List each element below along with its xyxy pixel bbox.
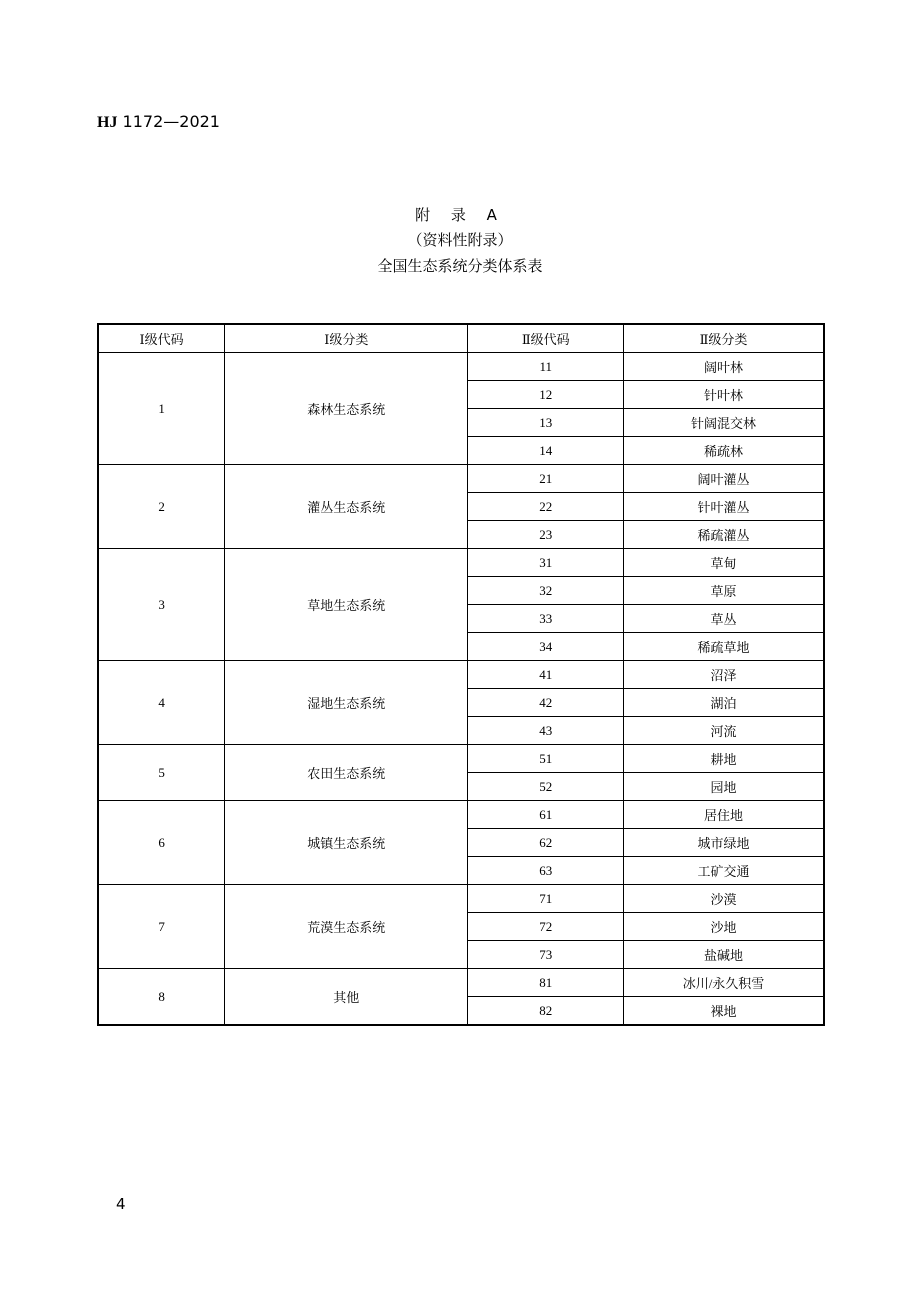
table-header-row bbox=[98, 324, 824, 353]
level2-class-cell: 针阔混交林 bbox=[624, 409, 824, 437]
level2-code-cell: 62 bbox=[468, 829, 624, 857]
level2-code-cell: 11 bbox=[468, 353, 624, 381]
table-row bbox=[98, 661, 824, 689]
document-code bbox=[97, 112, 220, 132]
ecosystem-classification-table bbox=[97, 323, 825, 1026]
level1-code-cell: 6 bbox=[98, 801, 225, 885]
level2-code-cell: 63 bbox=[468, 857, 624, 885]
level2-class-cell: 阔叶灌丛 bbox=[624, 465, 824, 493]
level2-class-cell: 沙漠 bbox=[624, 885, 824, 913]
level2-class-cell: 草原 bbox=[624, 577, 824, 605]
level2-code-cell: 41 bbox=[468, 661, 624, 689]
level1-code-cell: 2 bbox=[98, 465, 225, 549]
table-body bbox=[98, 353, 824, 1026]
table-row bbox=[98, 801, 824, 829]
appendix-type: （资料性附录） bbox=[407, 231, 513, 249]
level2-code-cell: 71 bbox=[468, 885, 624, 913]
level2-code-cell: 72 bbox=[468, 913, 624, 941]
level2-class-cell: 草丛 bbox=[624, 605, 824, 633]
level2-class-cell: 草甸 bbox=[624, 549, 824, 577]
level2-code-cell: 82 bbox=[468, 997, 624, 1026]
level1-class-cell: 湿地生态系统 bbox=[225, 661, 468, 745]
table-row bbox=[98, 549, 824, 577]
level2-class-cell: 针叶林 bbox=[624, 381, 824, 409]
level1-code-cell: 8 bbox=[98, 969, 225, 1026]
level2-class-cell: 园地 bbox=[624, 773, 824, 801]
level2-code-cell: 81 bbox=[468, 969, 624, 997]
column-header-level1-code: Ⅰ级代码 bbox=[98, 324, 225, 353]
level2-class-cell: 裸地 bbox=[624, 997, 824, 1026]
level2-code-cell: 23 bbox=[468, 521, 624, 549]
level2-class-cell: 稀疏林 bbox=[624, 437, 824, 465]
column-header-level2-code: Ⅱ级代码 bbox=[468, 324, 624, 353]
appendix-name: 全国生态系统分类体系表 bbox=[377, 257, 543, 275]
level1-class-cell: 城镇生态系统 bbox=[225, 801, 468, 885]
column-header-level2-class: Ⅱ级分类 bbox=[624, 324, 824, 353]
level2-code-cell: 73 bbox=[468, 941, 624, 969]
table-row bbox=[98, 885, 824, 913]
level2-class-cell: 工矿交通 bbox=[624, 857, 824, 885]
level2-class-cell: 盐碱地 bbox=[624, 941, 824, 969]
level1-code-cell: 1 bbox=[98, 353, 225, 465]
level2-code-cell: 42 bbox=[468, 689, 624, 717]
level2-code-cell: 61 bbox=[468, 801, 624, 829]
table-row bbox=[98, 745, 824, 773]
page-number: 4 bbox=[116, 1195, 126, 1213]
level2-code-cell: 33 bbox=[468, 605, 624, 633]
column-header-level1-class: Ⅰ级分类 bbox=[225, 324, 468, 353]
level2-code-cell: 43 bbox=[468, 717, 624, 745]
level1-code-cell: 4 bbox=[98, 661, 225, 745]
level2-class-cell: 稀疏灌丛 bbox=[624, 521, 824, 549]
level1-class-cell: 森林生态系统 bbox=[225, 353, 468, 465]
level2-class-cell: 稀疏草地 bbox=[624, 633, 824, 661]
table-row bbox=[98, 353, 824, 381]
appendix-title: 附 录 A bbox=[415, 206, 505, 224]
level1-code-cell: 7 bbox=[98, 885, 225, 969]
level2-code-cell: 34 bbox=[468, 633, 624, 661]
level2-code-cell: 13 bbox=[468, 409, 624, 437]
table-row bbox=[98, 969, 824, 997]
level2-class-cell: 河流 bbox=[624, 717, 824, 745]
level1-code-cell: 5 bbox=[98, 745, 225, 801]
level1-class-cell: 荒漠生态系统 bbox=[225, 885, 468, 969]
level2-code-cell: 32 bbox=[468, 577, 624, 605]
level2-class-cell: 湖泊 bbox=[624, 689, 824, 717]
level1-code-cell: 3 bbox=[98, 549, 225, 661]
level1-class-cell: 草地生态系统 bbox=[225, 549, 468, 661]
level2-class-cell: 阔叶林 bbox=[624, 353, 824, 381]
level2-class-cell: 城市绿地 bbox=[624, 829, 824, 857]
level2-class-cell: 耕地 bbox=[624, 745, 824, 773]
level2-class-cell: 针叶灌丛 bbox=[624, 493, 824, 521]
level1-class-cell: 其他 bbox=[225, 969, 468, 1026]
level2-code-cell: 14 bbox=[468, 437, 624, 465]
level2-class-cell: 冰川/永久积雪 bbox=[624, 969, 824, 997]
level2-class-cell: 沙地 bbox=[624, 913, 824, 941]
level2-class-cell: 居住地 bbox=[624, 801, 824, 829]
level2-code-cell: 22 bbox=[468, 493, 624, 521]
level1-class-cell: 农田生态系统 bbox=[225, 745, 468, 801]
level2-code-cell: 21 bbox=[468, 465, 624, 493]
document-code-number: 1172—2021 bbox=[117, 112, 220, 131]
level2-code-cell: 12 bbox=[468, 381, 624, 409]
level2-code-cell: 51 bbox=[468, 745, 624, 773]
level2-code-cell: 31 bbox=[468, 549, 624, 577]
table-row bbox=[98, 465, 824, 493]
level1-class-cell: 灌丛生态系统 bbox=[225, 465, 468, 549]
document-code-prefix: HJ bbox=[97, 114, 118, 131]
level2-code-cell: 52 bbox=[468, 773, 624, 801]
level2-class-cell: 沼泽 bbox=[624, 661, 824, 689]
